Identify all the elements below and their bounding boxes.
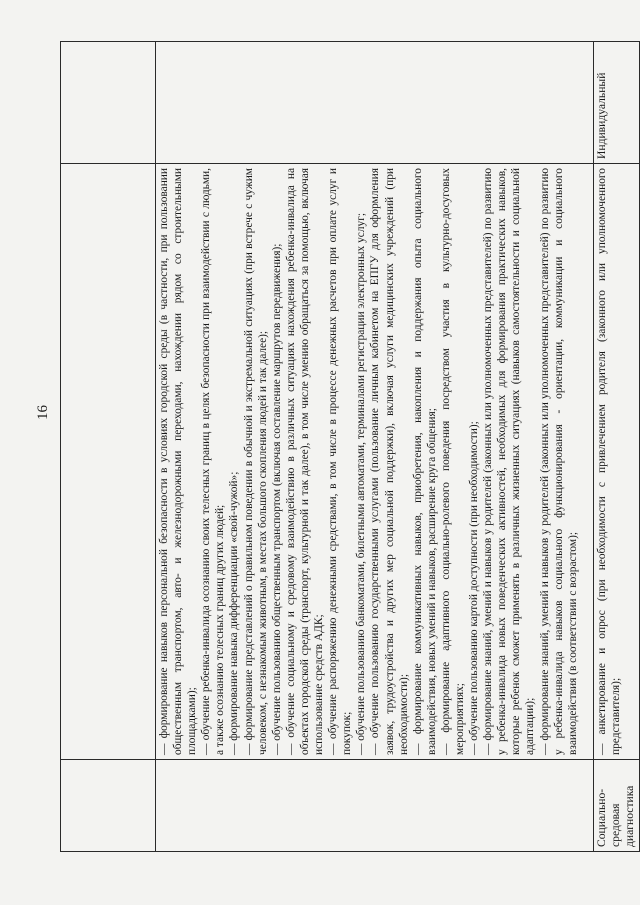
- services-table: [60, 41, 640, 852]
- page-number: 16: [35, 405, 51, 420]
- table-row-continued-header: [61, 42, 156, 852]
- list-item: — обучение ребенка-инвалида осознанию своих телесных границ в целях безопасности при взаимодействии с людьми, а также осознанию телесных границ других людей;: [200, 168, 227, 755]
- list-item: — обучение пользованию банкоматами, билетными автоматами, терминалами регистрации электронных услуг;: [355, 212, 368, 755]
- table-row-main: [156, 42, 594, 852]
- list-item: — формирование навыка дифференциации «свой-чужой»;: [228, 471, 241, 755]
- list-item: — обучение социальному и средовому взаимодействию в различных ситуациях нахождения ребенка-инвалида на объектах городской среды (транспорт, культурной и так далее), в том числе умению обращаться за помощью, включая использование средств АДК;: [284, 168, 326, 755]
- cell-content-bottom: [593, 164, 639, 760]
- cell-method-main: [156, 42, 594, 164]
- list-item: — анкетирование и опрос (при необходимости с привлечением родителя (законного или уполномоченного представителя);: [595, 168, 622, 755]
- cell-method-name: Индивидуальный: [593, 42, 639, 164]
- list-item: — обучение пользованию картой доступности (при необходимости);: [468, 421, 481, 755]
- list-item: — формирование представлений о правильном поведении в обычной и экстремальной ситуациях (при встрече с чужим человеком, с незнакомым животным, в местах большого скопления людей и так далее);: [242, 168, 269, 755]
- list-item: — формирование коммуникативных навыков, приобретения, накопления и поддержания опыта социального взаимодействия, новых умений и навыков, расширение круга общения;: [411, 168, 438, 755]
- list-item: — обучение распоряжению денежными средствами, в том числе в процессе денежных расчетов при оплате услуг и покупок;: [327, 168, 354, 755]
- list-item: — формирование навыков персональной безопасности в условиях городской среды (в частности, при пользовании общественным транспортом, авто- и железнодорожными переходами, нахождении рядом со строительными площадками);: [158, 168, 199, 755]
- cell-section-main: [156, 760, 594, 852]
- list-item: — обучение пользованию государственными услугами (пользование личным кабинетом на ЕПГУ для оформления заявок, трудоустройства и других мер социальной поддержки), включая услуги медицинских учреждений (при необходимости);: [369, 168, 410, 755]
- list-item: — формирование знаний, умений и навыков у родителей (законных или уполномоченных представителей) по развитию у ребенка-инвалида навыков социального функционирования - ориентации, коммуникации и социального взаимодействия (в соответствии с возрастом);: [538, 168, 579, 755]
- cell-section-top: [61, 760, 156, 852]
- list-item: — формирование знаний, умений и навыков у родителей (законных или уполномоченных представителей) по развитию у ребенка-инвалида новых поведенческих активностей, необходимых для формирования практических навыков, которые ребенок сможет применять в различных жизненных ситуациях (навыков самостоятельности и социальной адаптации);: [482, 168, 537, 755]
- cell-content-main: [156, 164, 594, 760]
- cell-section-name: Социально-средовая диагностика: [593, 760, 639, 852]
- list-item: — обучение пользованию общественным транспортом (включая составление маршрутов передвижения);: [270, 243, 283, 755]
- rotated-page: [60, 42, 640, 852]
- list-item: — формирование адаптивного социально-ролевого поведения посредством участия в культурно-досуговых мероприятиях;: [439, 168, 466, 755]
- table-row-social-diagnostics: [593, 42, 639, 852]
- cell-method-top: [61, 42, 156, 164]
- cell-content-top: [61, 164, 156, 760]
